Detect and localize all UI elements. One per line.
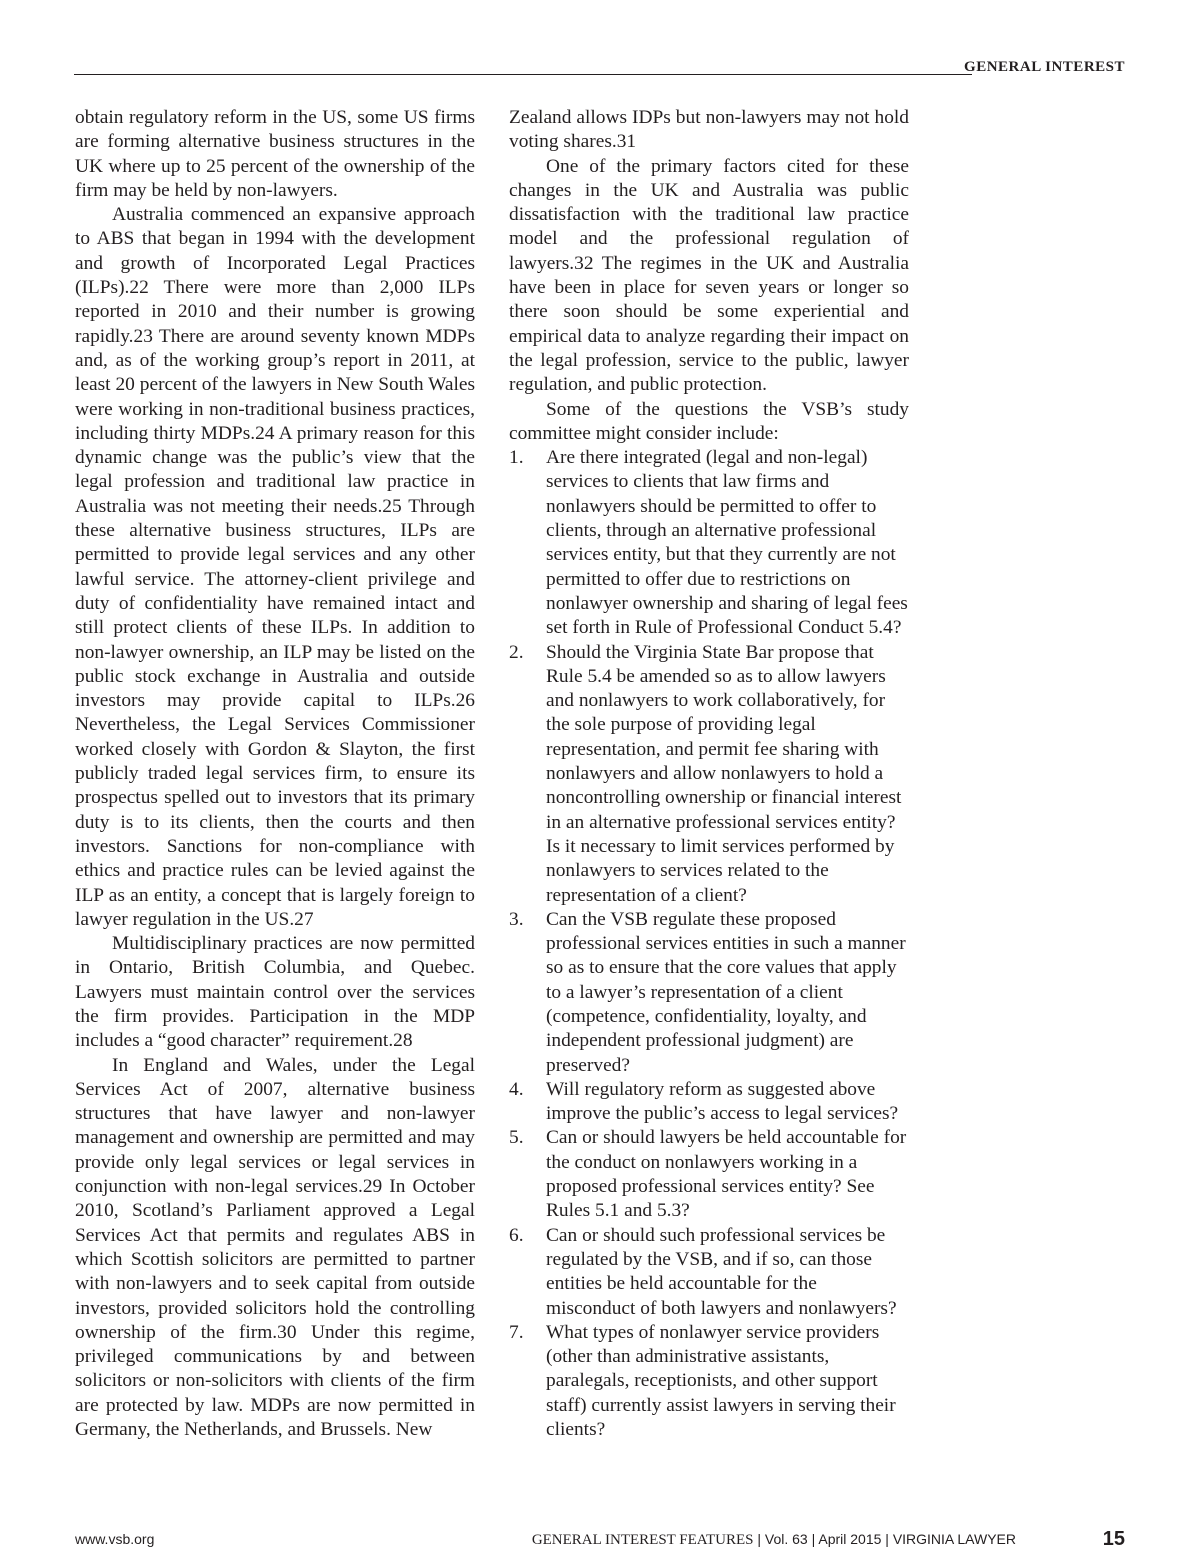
paragraph: Multidisciplinary practices are now permitted in Ontario, British Columbia, and Quebec. Lawyers must maintain control over the services the firm provides. Participation in the MDP includes a “good character” requirement.28 [75,933,475,1052]
left-column [75,106,475,1442]
list-item [509,1078,909,1127]
list-number: 2. [509,641,524,663]
section-label: GENERAL INTEREST [964,59,1125,75]
right-column [509,106,909,1442]
list-item [509,1126,909,1223]
list-item-text: Will regulatory reform as suggested above improve the public’s access to legal services? [546,1078,899,1125]
list-item-text: Can the VSB regulate these proposed professional services entities in such a manner so as to ensure that the core values that apply to a lawyer’s representation of a client (competence, confidentiality, loyalty, and independent professional judgment) are preserved? [546,908,906,1076]
page-number: 15 [1102,1528,1125,1550]
paragraph: Some of the questions the VSB’s study committee might consider include: [509,398,909,444]
header-rule [74,74,972,75]
paragraph: In England and Wales, under the Legal Services Act of 2007, alternative business structures that have lawyer and non-lawyer management and ownership are permitted and may provide only legal services or legal services in conjunction with non-legal services.29 In October 2010, Scotland’s Parliament approved a Legal Services Act that permits and regulates ABS in which Scottish solicitors are permitted to partner with non-lawyers and to seek capital from outside investors, provided solicitors hold the controlling ownership of the firm.30 Under this regime, privileged communications by and between solicitors or non-solicitors with clients of the firm are protected by law. MDPs are now permitted in Germany, the Netherlands, and Brussels. New [75,1054,475,1441]
list-item-text: Can or should lawyers be held accountable for the conduct on nonlawyers working in a proposed professional services entity? See Rules 5.1 and 5.3? [546,1127,907,1222]
footer-features: GENERAL INTEREST FEATURES [531,1532,754,1548]
footer-issue: | Vol. 63 | April 2015 | VIRGINIA LAWYER [757,1531,1016,1547]
list-item [509,446,909,640]
paragraph: obtain regulatory reform in the US, some US firms are forming alternative business structures in the UK where up to 25 percent of the ownership of the firm may be held by non-lawyers. [75,107,475,201]
list-number: 5. [509,1127,524,1149]
list-item-text: Can or should such professional services be regulated by the VSB, and if so, can those entities be held accountable for the misconduct of both lawyers and nonlawyers? [546,1224,897,1319]
list-item [509,641,909,908]
list-number: 6. [509,1224,524,1246]
list-item [509,1224,909,1321]
list-number: 3. [509,908,524,930]
list-item-text: Should the Virginia State Bar propose that Rule 5.4 be amended so as to allow lawyers and nonlawyers to work collaboratively, for the sole purpose of providing legal representation, and permit fee sharing with nonlawyers and allow nonlawyers to hold a noncontrolling ownership or financial interest in an alternative professional services entity? Is it necessary to limit services performed by nonlawyers to services related to the representation of a client? [546,641,902,906]
list-item [509,908,909,1078]
list-number: 7. [509,1321,524,1343]
footer-publication [532,1531,1016,1549]
paragraph: One of the primary factors cited for these changes in the UK and Australia was public dissatisfaction with the traditional law practice model and the professional regulation of lawyers.32 The regimes in the UK and Australia have been in place for seven years or longer so there soon should be some experiential and empirical data to analyze regarding their impact on the legal profession, service to the public, lawyer regulation, and public protection. [509,155,909,396]
list-number: 1. [509,447,524,469]
paragraph: Australia commenced an expansive approach to ABS that began in 1994 with the development and growth of Incorporated Legal Practices (ILPs).22 There were more than 2,000 ILPs reported in 2010 and their number is growing rapidly.23 There are around seventy known MDPs and, as of the working group’s report in 2011, at least 20 percent of the lawyers in New South Wales were working in non-traditional business practices, including thirty MDPs.24 A primary reason for this dynamic change was the public’s view that the legal profession and traditional law practice in Australia was not meeting their needs.25 Through these alternative business structures, ILPs are permitted to provide legal services and any other lawful service. The attorney-client privilege and duty of confidentiality have remained intact and still protect clients of these ILPs. In addition to non-lawyer ownership, an ILP may be listed on the public stock exchange in Australia and outside investors may provide capital to ILPs.26 Nevertheless, the Legal Services Commissioner worked closely with Gordon & Slayton, the first publicly traded legal services firm, to ensure its prospectus spelled out to investors that its primary duty is to its clients, then the courts and then investors. Sanctions for non-compliance with ethics and practice rules can be levied against the ILP as an entity, a concept that is largely foreign to lawyer regulation in the US.27 [75,204,475,930]
list-item-text: Are there integrated (legal and non-legal) services to clients that law firms and nonlawyers should be permitted to offer to clients, through an alternative professional services entity, but that they currently are not permitted to offer due to restrictions on nonlawyer ownership and sharing of legal fees set forth in Rule of Professional Conduct 5.4? [546,447,908,639]
list-item [509,1321,909,1442]
footer-url[interactable]: www.vsb.org [75,1531,155,1547]
paragraph: Zealand allows IDPs but non-lawyers may not hold voting shares.31 [509,107,909,153]
list-number: 4. [509,1078,524,1100]
questions-list [509,446,909,1442]
list-item-text: What types of nonlawyer service providers (other than administrative assistants, paralegals, receptionists, and other support staff) currently assist lawyers in serving their clients? [546,1321,896,1441]
